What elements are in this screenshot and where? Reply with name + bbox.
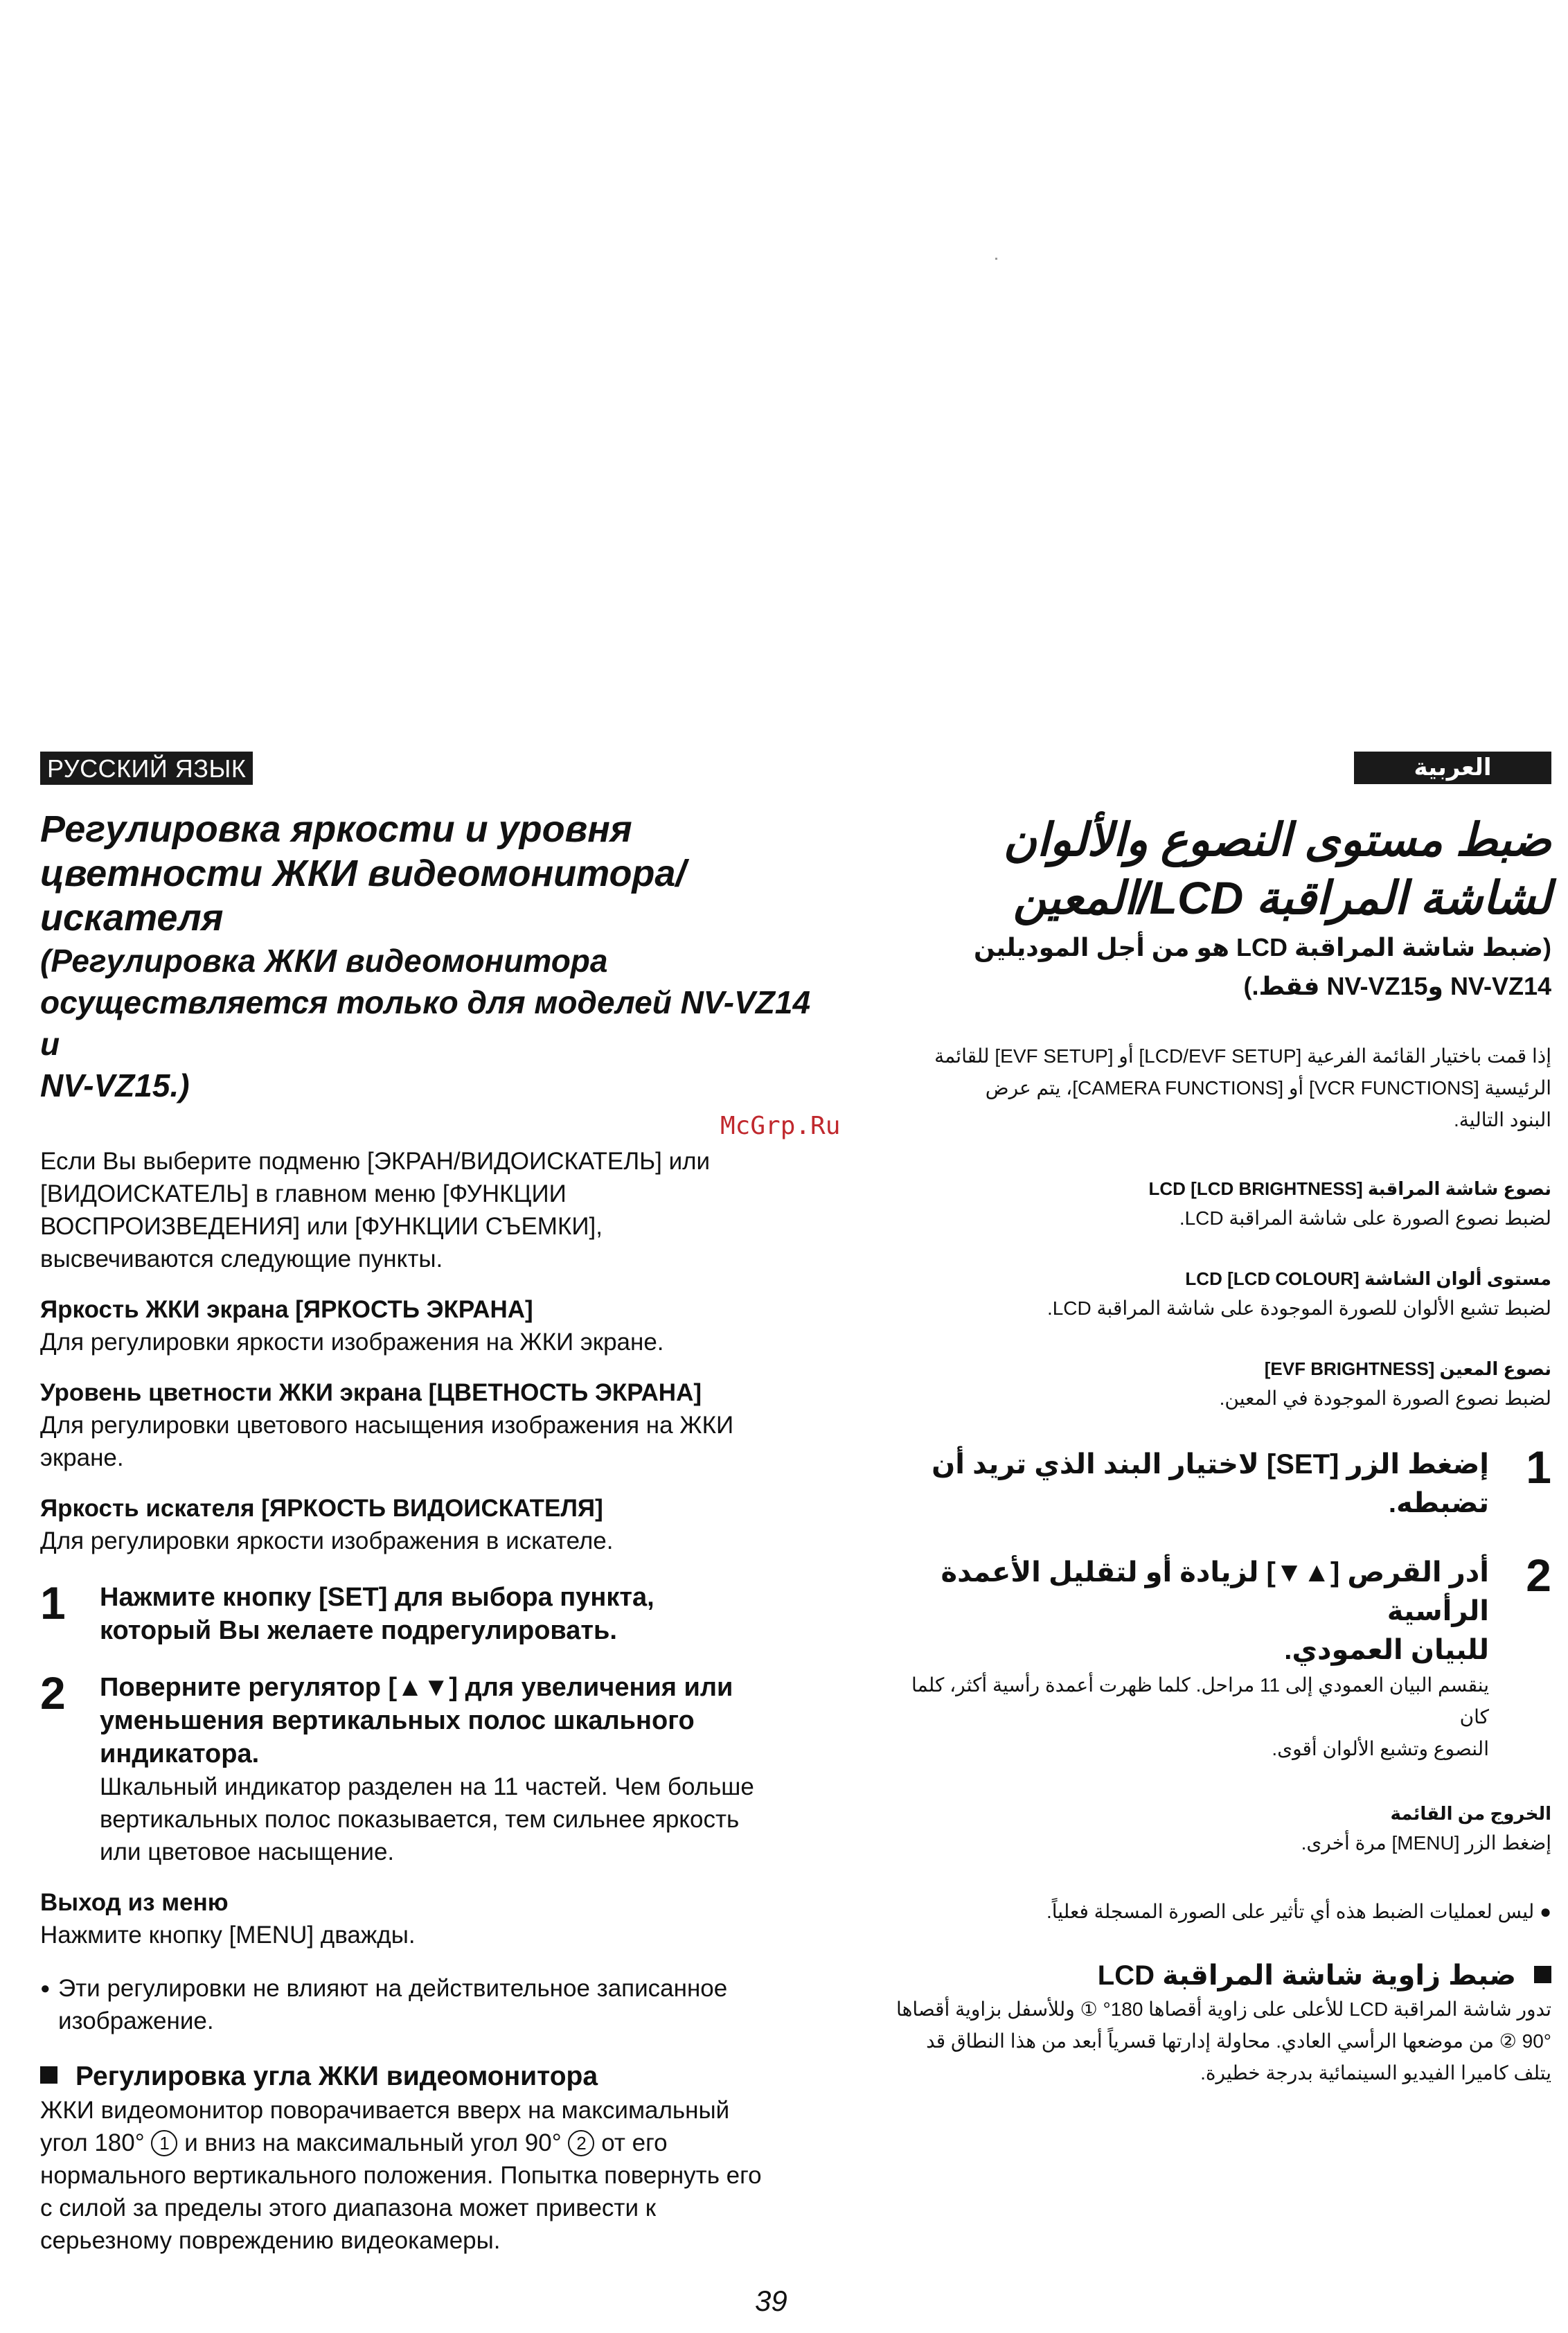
- ar-exit-text: إضغط الزر [MENU] مرة أخرى.: [1301, 1832, 1551, 1854]
- ar-note: [880, 1897, 1551, 1927]
- ar-item-heading-lcd-brightness: نصوع شاشة المراقبة LCD [LCD BRIGHTNESS]: [1148, 1178, 1551, 1199]
- ar-title-line-1: ضبط مستوى النصوع والألوان: [1003, 814, 1551, 865]
- ru-subtitle-line-3: NV-VZ15.): [40, 1067, 190, 1103]
- ar-intro-line-3: البنود التالية.: [1454, 1109, 1551, 1130]
- ru-title-line-3: искателя: [40, 897, 224, 939]
- ar-angle-line-2: 90° ② من موضعها الرأسي العادي. محاولة إدارتها قسرياً أبعد من هذا النطاق قد: [926, 2030, 1551, 2052]
- ar-note-text: ليس لعمليات الضبط هذه أي تأثير على الصورة المسجلة فعلياً.: [1046, 1901, 1535, 1922]
- ru-item-heading-lcd-colour: Уровень цветности ЖКИ экрана [ЦВЕТНОСТЬ ЭКРАНА]: [40, 1379, 702, 1406]
- ar-step-1-line-1: إضغط الزر [SET] لاختيار البند الذي تريد أن: [932, 1449, 1489, 1480]
- ar-step-1-number: 1: [1526, 1442, 1551, 1493]
- ar-step-1: [880, 1442, 1551, 1523]
- ru-exit-text: Нажмите кнопку [MENU] дважды.: [40, 1922, 416, 1949]
- page-number: 39: [755, 2285, 787, 2317]
- ru-angle-line-5: серьезному повреждению видеокамеры.: [40, 2227, 501, 2254]
- ar-intro-line-1: إذا قمت باختيار القائمة الفرعية [LCD/EVF SETUP] أو [EVF SETUP] للقائمة: [934, 1045, 1551, 1067]
- ru-item-text-lcd-brightness: Для регулировки яркости изображения на ЖКИ экране.: [40, 1329, 664, 1356]
- watermark: McGrp.Ru: [720, 1112, 841, 1140]
- ru-step-2-desc-2: вертикальных полос показывается, тем сильнее яркость: [100, 1806, 740, 1833]
- language-tab-russian: РУССКИЙ ЯЗЫК: [40, 752, 253, 785]
- ru-intro-line-4: высвечиваются следующие пункты.: [40, 1245, 443, 1272]
- ru-note-line-2: изображение.: [58, 2007, 214, 2034]
- ru-step-2-desc-1: Шкальный индикатор разделен на 11 частей. Чем больше: [100, 1773, 754, 1800]
- ru-angle-line-2-b: и вниз на максимальный угол 90°: [184, 2129, 562, 2156]
- scan-speck: [995, 258, 997, 260]
- ar-step-2-desc-1: ينقسم البيان العمودي إلى 11 مراحل. كلما ظهرت أعمدة رأسية أكثر، كلما كان: [911, 1674, 1489, 1728]
- ru-item-heading-lcd-brightness: Яркость ЖКИ экрана [ЯРКОСТЬ ЭКРАНА]: [40, 1296, 533, 1323]
- ar-step-2-number: 2: [1526, 1550, 1551, 1601]
- ru-title-line-1: Регулировка яркости и уровня: [40, 808, 632, 850]
- ru-exit-heading: Выход из меню: [40, 1889, 229, 1916]
- square-bullet-icon: [40, 2066, 57, 2084]
- ar-angle-line-3: يتلف كاميرا الفيديو السينمائية بدرجة خطيرة.: [1200, 2062, 1551, 2084]
- ru-note: [40, 1972, 830, 2037]
- ar-intro-line-2: الرئيسية [VCR FUNCTIONS] أو [CAMERA FUNCTIONS]، يتم عرض: [985, 1077, 1551, 1099]
- ar-item-text-evf-brightness: لضبط نصوع الصورة الموجودة في المعين.: [1219, 1387, 1551, 1409]
- ru-item-text-lcd-colour-2: экране.: [40, 1444, 124, 1471]
- circled-number-1-icon: 1: [151, 2130, 177, 2156]
- russian-column: [40, 807, 830, 2257]
- ar-step-2-desc-2: النصوع وتشبع الألوان أقوى.: [1272, 1738, 1489, 1759]
- ru-subtitle: [40, 940, 830, 1106]
- ru-step-2-desc-3: или цветовое насыщение.: [100, 1838, 395, 1865]
- ru-step-1-line-1: Нажмите кнопку [SET] для выбора пункта,: [100, 1583, 654, 1612]
- ar-note-bullet-icon: ●: [1534, 1901, 1551, 1922]
- ar-step-2-line-1: أدر القرص [▲▼] لزيادة أو لتقليل الأعمدة الرأسية: [941, 1557, 1489, 1626]
- ar-item-text-lcd-colour: لضبط تشبع الألوان للصورة الموجودة على شاشة المراقبة LCD.: [1046, 1297, 1551, 1319]
- ru-step-2-line-2: уменьшения вертикальных полос шкального: [100, 1706, 695, 1735]
- ru-angle-line-2: [40, 2127, 830, 2159]
- ru-intro-line-2: [ВИДОИСКАТЕЛЬ] в главном меню [ФУНКЦИИ: [40, 1180, 567, 1207]
- ru-item-heading-evf-brightness: Яркость искателя [ЯРКОСТЬ ВИДОИСКАТЕЛЯ]: [40, 1495, 603, 1522]
- ru-intro-line-3: ВОСПРОИЗВЕДЕНИЯ] или [ФУНКЦИИ СЪЕМКИ],: [40, 1213, 603, 1240]
- ar-item-heading-evf-brightness: نصوع المعين [EVF BRIGHTNESS]: [1264, 1358, 1551, 1379]
- ru-angle-line-4: с силой за пределы этого диапазона может привести к: [40, 2194, 657, 2221]
- ru-step-2-number: 2: [40, 1667, 66, 1719]
- ar-angle-heading: [880, 1958, 1551, 1994]
- ru-angle-line-3: нормального вертикального положения. Попытка повернуть его: [40, 2162, 762, 2189]
- ru-step-2-line-3: индикатора.: [100, 1739, 260, 1768]
- ar-exit-heading: الخروج من القائمة: [1390, 1803, 1551, 1824]
- ar-item-text-lcd-brightness: لضبط نصوع الصورة على شاشة المراقبة LCD.: [1179, 1207, 1551, 1229]
- ru-step-2: [40, 1667, 830, 1868]
- ru-step-1: [40, 1577, 830, 1647]
- ru-item-text-lcd-colour-1: Для регулировки цветового насыщения изображения на ЖКИ: [40, 1412, 734, 1439]
- ar-title-line-2: لشاشة المراقبة LCD/المعين: [1013, 872, 1551, 923]
- ar-step-2-line-2: للبيان العمودي.: [1284, 1635, 1489, 1665]
- ar-angle-line-1: تدور شاشة المراقبة LCD للأعلى على زاوية أقصاها 180° ① وللأسفل بزاوية أقصاها: [896, 1998, 1551, 2020]
- ar-angle-heading-text: ضبط زاوية شاشة المراقبة LCD: [1097, 1960, 1516, 1991]
- ru-note-line-1: ● Эти регулировки не влияют на действительное записанное: [58, 1975, 728, 2002]
- circled-number-2-icon: 2: [568, 2130, 594, 2156]
- ar-subtitle-line-1: (ضبط شاشة المراقبة LCD هو من أجل الموديلين: [974, 933, 1551, 961]
- ru-subtitle-line-2: осуществляется только для моделей NV-VZ14 и: [40, 984, 811, 1062]
- ar-step-1-line-2: تضبطه.: [1388, 1488, 1489, 1518]
- ar-subtitle-line-2: NV-VZ14 وNV-VZ15 فقط.): [1243, 972, 1551, 1000]
- ar-item-heading-lcd-colour: مستوى ألوان الشاشة LCD [LCD COLOUR]: [1185, 1268, 1551, 1289]
- ru-item-text-evf-brightness: Для регулировки яркости изображения в искателе.: [40, 1527, 614, 1554]
- ru-step-2-line-1: Поверните регулятор [▲▼] для увеличения или: [100, 1673, 733, 1702]
- ru-step-1-line-2: который Вы желаете подрегулировать.: [100, 1616, 617, 1645]
- ru-subtitle-line-1: (Регулировка ЖКИ видеомонитора: [40, 943, 608, 979]
- ru-angle-line-2-c: от его: [601, 2129, 668, 2156]
- arabic-column: [880, 810, 1551, 2089]
- ru-title-line-2: цветности ЖКИ видеомонитора/: [40, 853, 686, 894]
- ru-angle-line-2-a: угол 180°: [40, 2129, 145, 2156]
- ru-step-1-number: 1: [40, 1577, 66, 1629]
- ru-angle-line-1: ЖКИ видеомонитор поворачивается вверх на максимальный: [40, 2097, 730, 2124]
- ar-square-bullet-icon: [1534, 1966, 1551, 1983]
- language-tab-arabic: العربية: [1354, 752, 1551, 784]
- ru-angle-heading: [40, 2059, 830, 2094]
- ar-step-2: [880, 1550, 1551, 1765]
- ru-angle-heading-text: Регулировка угла ЖКИ видеомонитора: [75, 2061, 598, 2091]
- ru-intro-line-1: Если Вы выберите подменю [ЭКРАН/ВИДОИСКАТЕЛЬ] или: [40, 1148, 711, 1175]
